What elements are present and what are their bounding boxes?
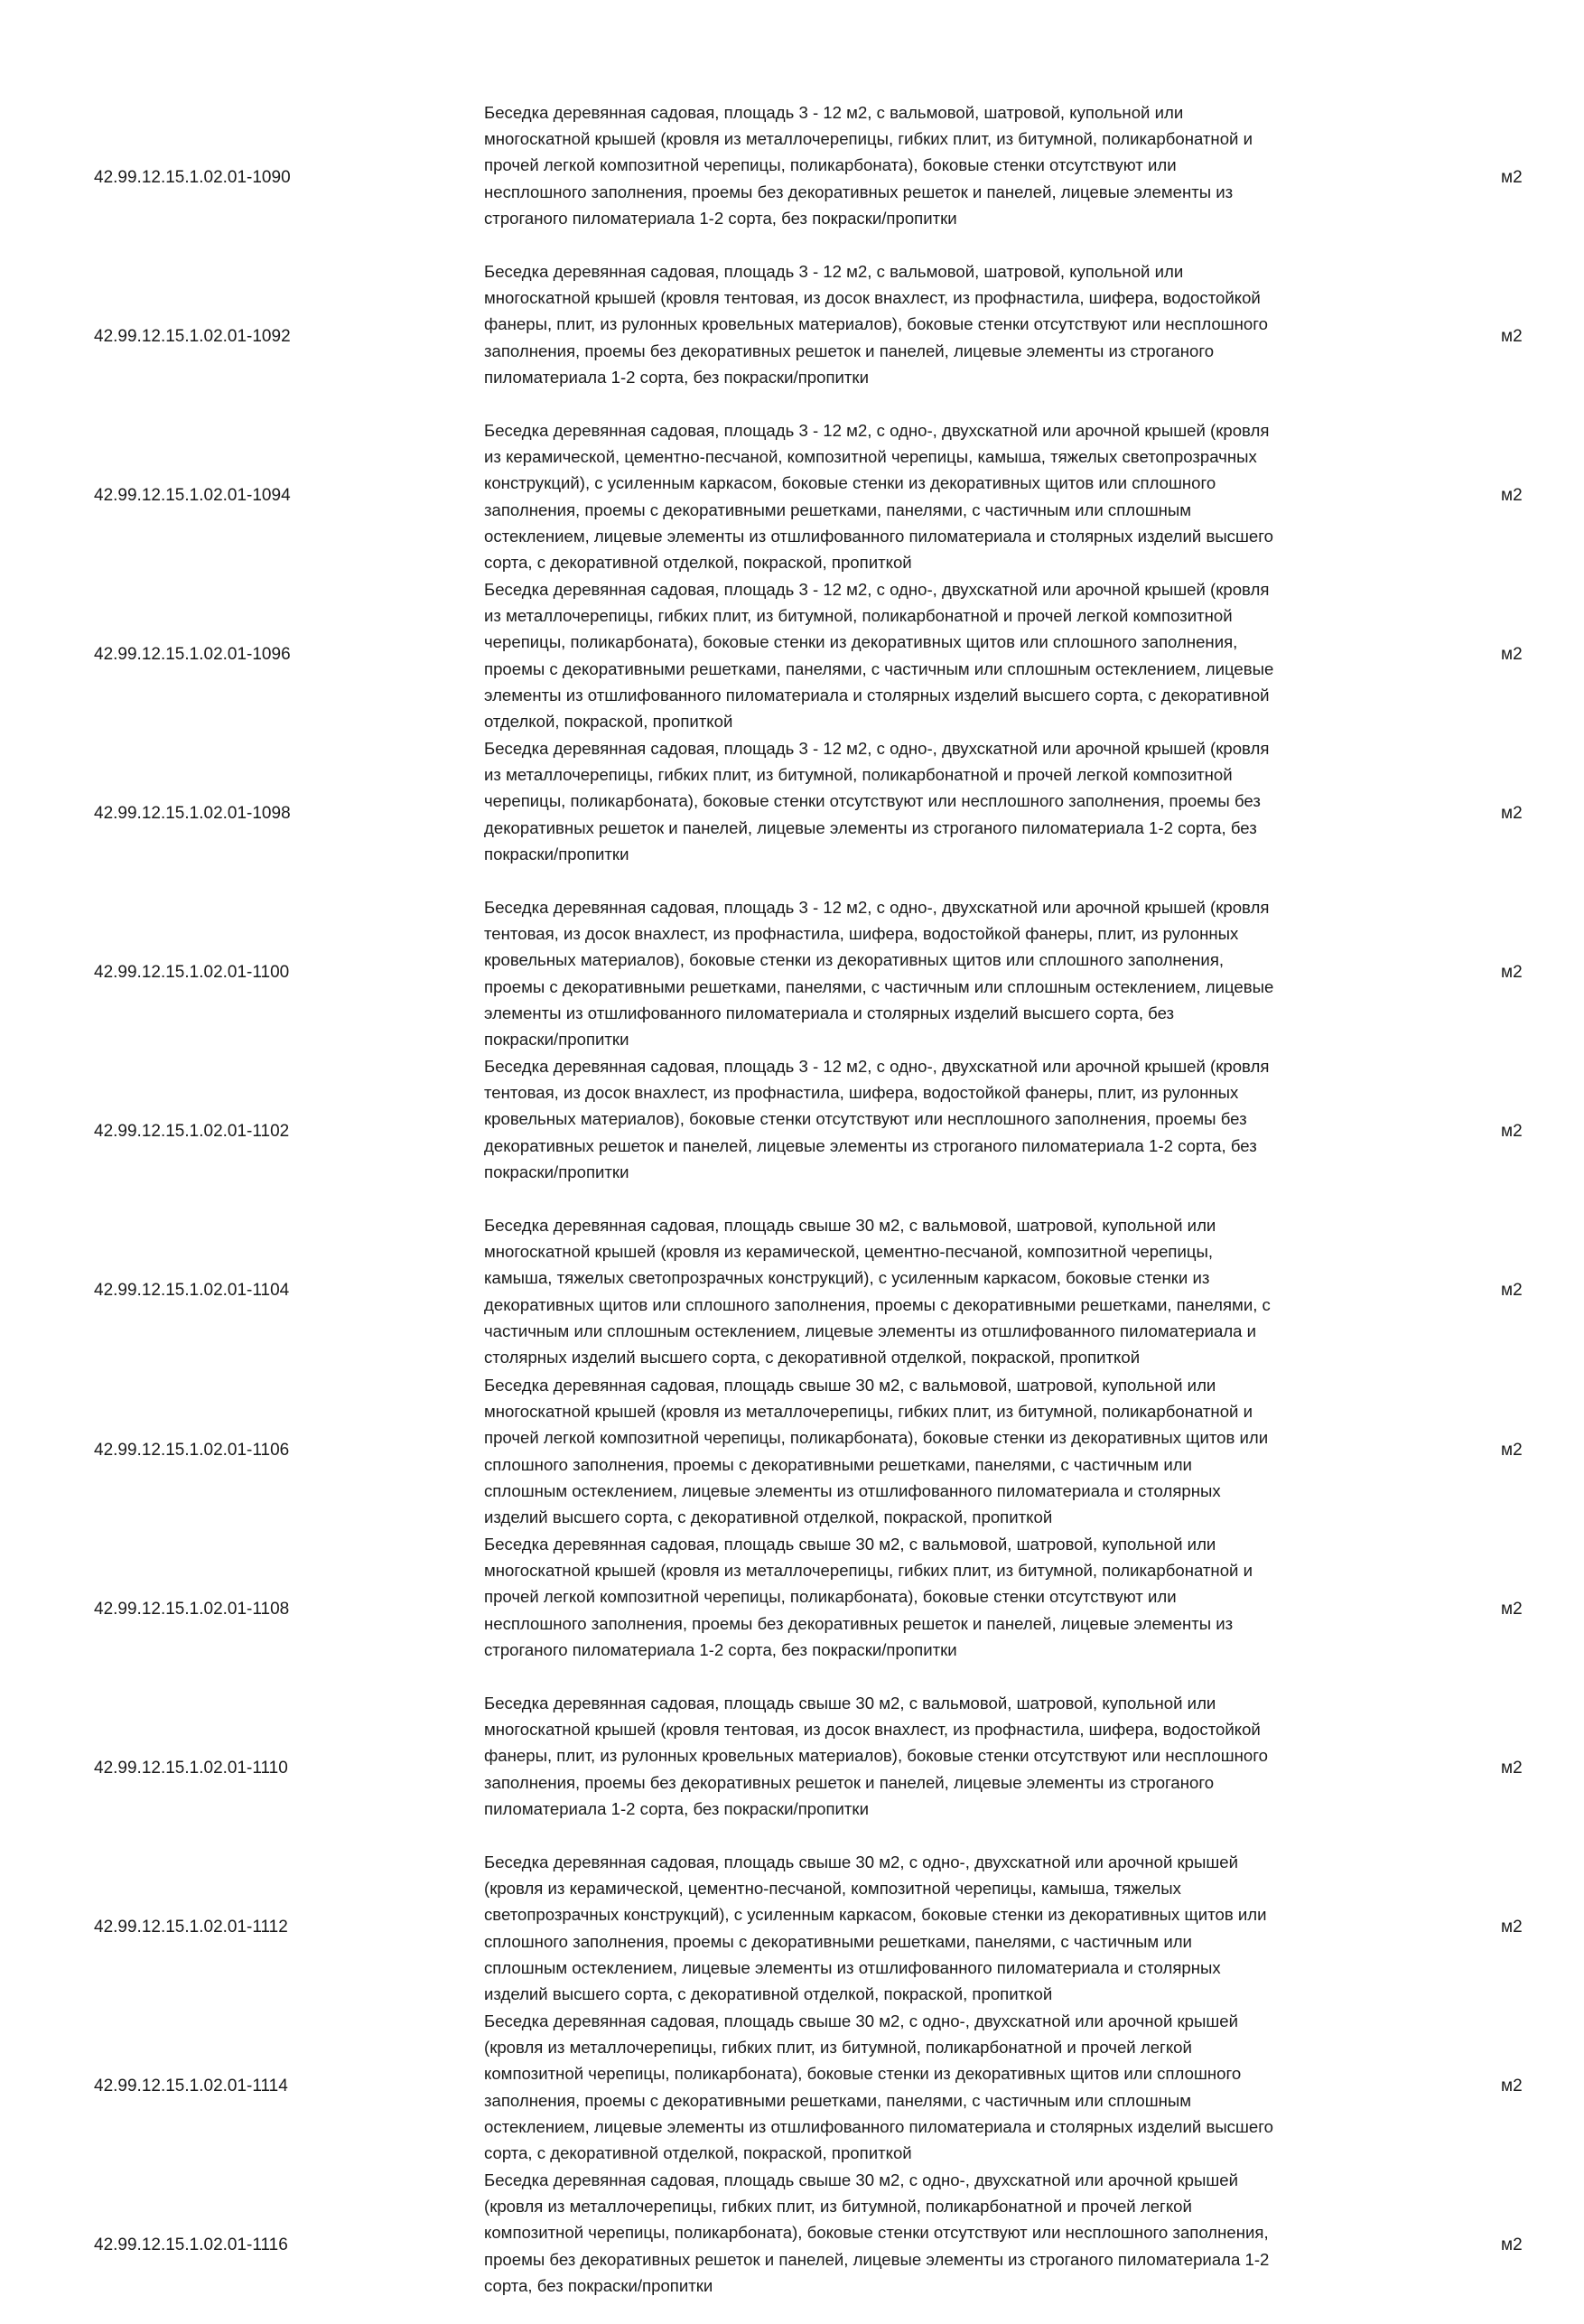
price-table — [0, 98, 1584, 2324]
item-description: Беседка деревянная садовая, площадь свыше 30 м2, с одно-, двухскатной или арочной крышей (кровля из металлочерепицы, гибких плит, из битумной, поликарбонатной и прочей легкой композитной черепицы, поликарбоната), боковые стенки из декоративных щитов или сплошного заполнения, проемы с декоративными решетками, панелями, с частичным или сплошным остеклением, лицевые элементы из отшлифованного пиломатериала и столярных изделий высшего сорта, с декоративной отделкой, покраской, пропиткой — [484, 2011, 1273, 2163]
item-unit: м2 — [1501, 1758, 1523, 1778]
item-description: Беседка деревянная садовая, площадь 3 - 12 м2, с вальмовой, шатровой, купольной или многоскатной крышей (кровля тентовая, из досок внахлест, из профнастила, шифера, водостойкой фанеры, плит, из рулонных кровельных материалов), боковые стенки отсутствуют или несплошного заполнения, проемы без декоративных решеток и панелей, лицевые элементы из строганого пиломатериала 1-2 сорта, без покраски/пропитки — [484, 262, 1268, 387]
item-unit: м2 — [1501, 485, 1523, 505]
item-code: 42.99.12.15.1.02.01-1106 — [94, 1440, 290, 1460]
table-row — [0, 2165, 1584, 2324]
table-row — [0, 415, 1584, 574]
item-code: 42.99.12.15.1.02.01-1114 — [94, 2076, 288, 2095]
item-description: Беседка деревянная садовая, площадь 3 - 12 м2, с одно-, двухскатной или арочной крышей (кровля из металлочерепицы, гибких плит, из битумной, поликарбонатной и прочей легкой композитной черепицы, поликарбоната), боковые стенки из декоративных щитов или сплошного заполнения, проемы с декоративными решетками, панелями, с частичным или сплошным остеклением, лицевые элементы из отшлифованного пиломатериала и столярных изделий высшего сорта, с декоративной отделкой, покраской, пропиткой — [484, 580, 1274, 732]
item-code: 42.99.12.15.1.02.01-1104 — [94, 1281, 290, 1300]
table-row — [0, 892, 1584, 1051]
item-description: Беседка деревянная садовая, площадь 3 - 12 м2, с одно-, двухскатной или арочной крышей (кровля из керамической, цементно-песчаной, композитной черепицы, камыша, тяжелых светопрозрачных конструкций), с усиленным каркасом, боковые стенки из декоративных щитов или сплошного заполнения, проемы с декоративными решетками, панелями, с частичным или сплошным остеклением, лицевые элементы из отшлифованного пиломатериала и столярных изделий высшего сорта, с декоративной отделкой, покраской, пропиткой — [484, 421, 1273, 573]
item-description: Беседка деревянная садовая, площадь 3 - 12 м2, с одно-, двухскатной или арочной крышей (кровля из металлочерепицы, гибких плит, из битумной, поликарбонатной и прочей легкой композитной черепицы, поликарбоната), боковые стенки отсутствуют или несплошного заполнения, проемы без декоративных решеток и панелей, лицевые элементы из строганого пиломатериала 1-2 сорта, без покраски/пропитки — [484, 739, 1270, 863]
table-row — [0, 2006, 1584, 2165]
item-code: 42.99.12.15.1.02.01-1094 — [94, 485, 291, 505]
item-unit: м2 — [1501, 1599, 1523, 1619]
item-unit: м2 — [1501, 2235, 1523, 2254]
item-unit: м2 — [1501, 1440, 1523, 1460]
item-unit: м2 — [1501, 1281, 1523, 1300]
table-row — [0, 1847, 1584, 2006]
item-code: 42.99.12.15.1.02.01-1102 — [94, 1121, 290, 1141]
item-description: Беседка деревянная садовая, площадь свыше 30 м2, с одно-, двухскатной или арочной крышей (кровля из металлочерепицы, гибких плит, из битумной, поликарбонатной и прочей легкой композитной черепицы, поликарбоната), боковые стенки отсутствуют или несплошного заполнения, проемы без декоративных решеток и панелей, лицевые элементы из строганого пиломатериала 1-2 сорта, без покраски/пропитки — [484, 2170, 1270, 2295]
item-code: 42.99.12.15.1.02.01-1112 — [94, 1917, 288, 1937]
table-row — [0, 1688, 1584, 1847]
item-code: 42.99.12.15.1.02.01-1108 — [94, 1599, 290, 1619]
item-unit: м2 — [1501, 962, 1523, 982]
item-description: Беседка деревянная садовая, площадь 3 - 12 м2, с одно-, двухскатной или арочной крышей (кровля тентовая, из досок внахлест, из профнастила, шифера, водостойкой фанеры, плит, из рулонных кровельных материалов), боковые стенки из декоративных щитов или сплошного заполнения, проемы с декоративными решетками, панелями, с частичным или сплошным остеклением, лицевые элементы из отшлифованного пиломатериала и столярных изделий высшего сорта, без покраски/пропитки — [484, 898, 1274, 1050]
item-code: 42.99.12.15.1.02.01-1098 — [94, 803, 291, 823]
item-unit: м2 — [1501, 1121, 1523, 1141]
table-row — [0, 1529, 1584, 1688]
table-row — [0, 1210, 1584, 1370]
item-description: Беседка деревянная садовая, площадь свыше 30 м2, с вальмовой, шатровой, купольной или многоскатной крышей (кровля из металлочерепицы, гибких плит, из битумной, поликарбонатной и прочей легкой композитной черепицы, поликарбоната), боковые стенки отсутствуют или несплошного заполнения, проемы без декоративных решеток и панелей, лицевые элементы из строганого пиломатериала 1-2 сорта, без покраски/пропитки — [484, 1535, 1253, 1659]
item-code: 42.99.12.15.1.02.01-1100 — [94, 962, 290, 982]
item-unit: м2 — [1501, 2076, 1523, 2095]
item-description: Беседка деревянная садовая, площадь свыше 30 м2, с вальмовой, шатровой, купольной или многоскатной крышей (кровля из керамической, цементно-песчаной, композитной черепицы, камыша, тяжелых светопрозрачных конструкций), с усиленным каркасом, боковые стенки из декоративных щитов или сплошного заполнения, проемы с декоративными решетками, панелями, с частичным или сплошным остеклением, лицевые элементы из отшлифованного пиломатериала и столярных изделий высшего сорта, с декоративной отделкой, покраской, пропиткой — [484, 1216, 1271, 1367]
table-row — [0, 1051, 1584, 1210]
item-description: Беседка деревянная садовая, площадь 3 - 12 м2, с одно-, двухскатной или арочной крышей (кровля тентовая, из досок внахлест, из профнастила, шифера, водостойкой фанеры, плит, из рулонных кровельных материалов), боковые стенки отсутствуют или несплошного заполнения, проемы без декоративных решеток и панелей, лицевые элементы из строганого пиломатериала 1-2 сорта, без покраски/пропитки — [484, 1057, 1270, 1181]
item-code: 42.99.12.15.1.02.01-1096 — [94, 644, 291, 664]
table-row — [0, 257, 1584, 415]
item-description: Беседка деревянная садовая, площадь свыше 30 м2, с вальмовой, шатровой, купольной или многоскатной крышей (кровля тентовая, из досок внахлест, из профнастила, шифера, водостойкой фанеры, плит, из рулонных кровельных материалов), боковые стенки отсутствуют или несплошного заполнения, проемы без декоративных решеток и панелей, лицевые элементы из строганого пиломатериала 1-2 сорта, без покраски/пропитки — [484, 1694, 1268, 1818]
table-row — [0, 1370, 1584, 1529]
item-description: Беседка деревянная садовая, площадь свыше 30 м2, с одно-, двухскатной или арочной крышей (кровля из керамической, цементно-песчаной, композитной черепицы, камыша, тяжелых светопрозрачных конструкций), с усиленным каркасом, боковые стенки из декоративных щитов или сплошного заполнения, проемы с декоративными решетками, панелями, с частичным или сплошным остеклением, лицевые элементы из отшлифованного пиломатериала и столярных изделий высшего сорта, с декоративной отделкой, покраской, пропиткой — [484, 1853, 1267, 2004]
item-unit: м2 — [1501, 644, 1523, 664]
item-description: Беседка деревянная садовая, площадь 3 - 12 м2, с вальмовой, шатровой, купольной или многоскатной крышей (кровля из металлочерепицы, гибких плит, из битумной, поликарбонатной и прочей легкой композитной черепицы, поликарбоната), боковые стенки отсутствуют или несплошного заполнения, проемы без декоративных решеток и панелей, лицевые элементы из строганого пиломатериала 1-2 сорта, без покраски/пропитки — [484, 103, 1253, 228]
item-unit: м2 — [1501, 803, 1523, 823]
item-code: 42.99.12.15.1.02.01-1092 — [94, 326, 291, 346]
table-row — [0, 574, 1584, 733]
item-unit: м2 — [1501, 167, 1523, 187]
item-code: 42.99.12.15.1.02.01-1116 — [94, 2235, 288, 2254]
item-description: Беседка деревянная садовая, площадь свыше 30 м2, с вальмовой, шатровой, купольной или многоскатной крышей (кровля из металлочерепицы, гибких плит, из битумной, поликарбонатной и прочей легкой композитной черепицы, поликарбоната), боковые стенки из декоративных щитов или сплошного заполнения, проемы с декоративными решетками, панелями, с частичным или сплошным остеклением, лицевые элементы из отшлифованного пиломатериала и столярных изделий высшего сорта, с декоративной отделкой, покраской, пропиткой — [484, 1376, 1269, 1527]
item-code: 42.99.12.15.1.02.01-1110 — [94, 1758, 288, 1778]
table-row — [0, 733, 1584, 892]
item-unit: м2 — [1501, 1917, 1523, 1937]
table-row — [0, 98, 1584, 257]
item-unit: м2 — [1501, 326, 1523, 346]
item-code: 42.99.12.15.1.02.01-1090 — [94, 167, 291, 187]
